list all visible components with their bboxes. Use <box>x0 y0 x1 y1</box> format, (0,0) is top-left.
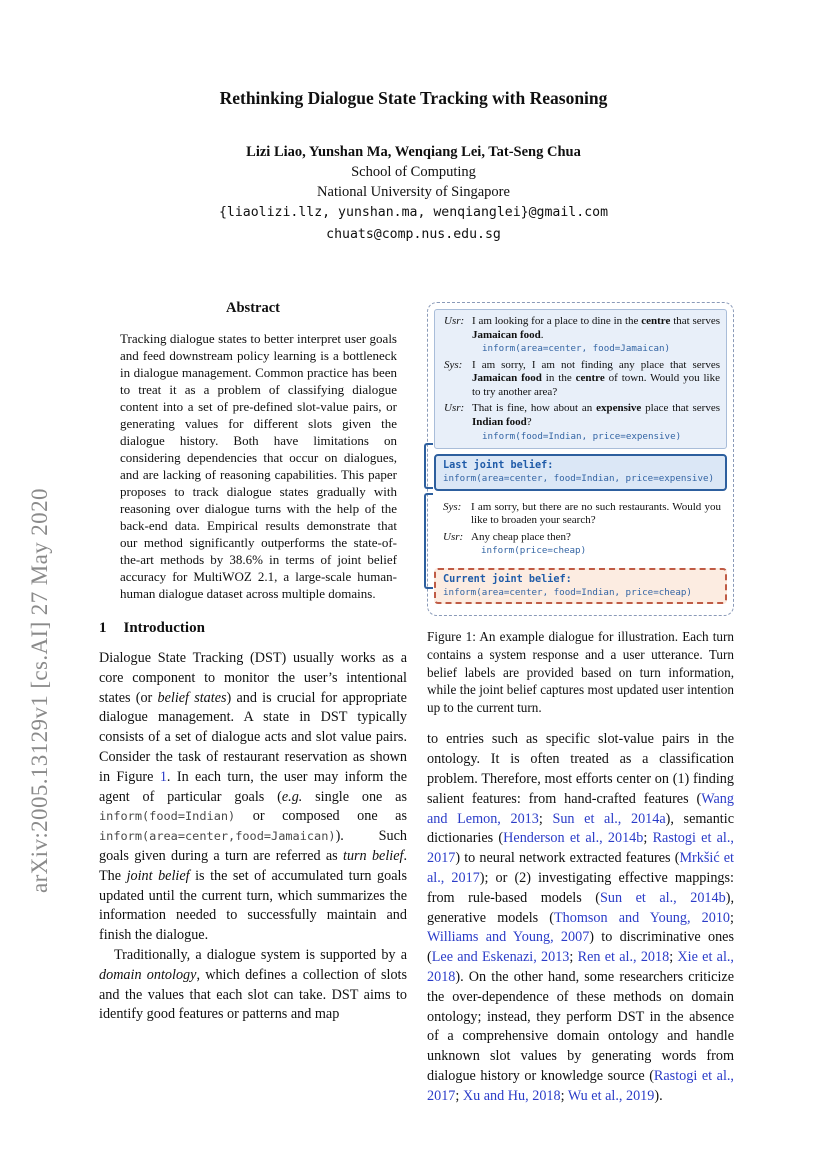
text-segment: ; <box>560 1087 568 1104</box>
citation-link[interactable]: Xie et al., 2018 <box>427 949 734 985</box>
section-title: Introduction <box>123 620 205 636</box>
text-segment: domain ontology <box>99 966 197 983</box>
utterance-text <box>472 359 720 400</box>
email-single: chuats@comp.nus.edu.sg <box>326 227 501 242</box>
text-segment: expensive <box>596 402 642 415</box>
dialogue-turn <box>441 359 720 400</box>
right-column-paragraph <box>427 730 734 1106</box>
left-column <box>99 300 407 1025</box>
figure-1 <box>427 302 734 716</box>
text-segment: Jamaican food <box>472 372 542 385</box>
text-segment: turn belief <box>343 847 404 864</box>
turn-belief-code: inform(price=cheap) <box>481 545 587 557</box>
text-segment: . In each turn, the user may inform the agent of particular goals ( <box>99 768 408 805</box>
citation-link[interactable]: Xu and Hu, 2018 <box>462 1087 561 1104</box>
citation-link[interactable]: Sun et al., 2014b <box>599 889 726 906</box>
text-segment: ; <box>643 830 653 847</box>
utterance-text <box>472 402 720 429</box>
last-joint-belief-box <box>434 454 727 491</box>
text-segment: ). Such goals given during a turn are referred as <box>99 828 407 864</box>
text-segment: ; <box>538 810 553 827</box>
text-segment: Indian food <box>472 416 527 429</box>
text-segment: inform(area=center,food=Jamaican) <box>99 829 336 844</box>
text-segment: ); or (2) investigating effective mappings: from rule-based models ( <box>427 869 734 906</box>
citation-link[interactable]: Sun et al., 2014a <box>552 810 666 827</box>
arxiv-stamp: arXiv:2005.13129v1 [cs.AI] 27 May 2020 <box>27 488 52 893</box>
dialogue-section-2 <box>434 496 727 563</box>
dialogue-section-1 <box>434 309 727 449</box>
email-group: {liaolizi.llz, yunshan.ma, wenqianglei}@gmail.com <box>218 205 609 220</box>
text-segment: Traditionally, a dialogue system is supported by a <box>114 946 407 963</box>
text-segment: centre <box>641 315 671 327</box>
intro-paragraph-2 <box>99 946 407 1025</box>
speaker-label: Sys: <box>443 500 462 513</box>
section-number: 1 <box>99 620 107 636</box>
text-segment: Jamaican food <box>472 328 541 341</box>
text-segment: That is fine, how about an <box>472 402 597 415</box>
text-segment: e.g. <box>281 788 303 805</box>
text-segment: , which defines a collection of slots and the values that each slot can take. DST aims to identify good features or patterns and map <box>99 966 407 1023</box>
belief-connector-line <box>424 493 433 589</box>
belief-connector-line <box>424 443 433 489</box>
paper-title: Rethinking Dialogue State Tracking with Reasoning <box>219 88 608 108</box>
dialogue-turn <box>440 501 721 528</box>
utterance-text <box>471 501 721 528</box>
citation-link[interactable]: Rastogi et al., 2017 <box>427 830 734 867</box>
text-segment: single one as <box>302 788 407 805</box>
text-segment: Dialogue State Tracking (DST) usually works as a core component to monitor the user’s intentional states (or <box>99 650 407 706</box>
text-segment: ; <box>569 949 578 966</box>
current-joint-belief-label: Current joint belief: <box>443 573 572 585</box>
text-segment: ), generative models ( <box>427 889 734 926</box>
citation-link[interactable]: Wu et al., 2019 <box>567 1087 655 1104</box>
last-joint-belief-label: Last joint belief: <box>443 460 554 472</box>
text-segment: in the <box>541 372 576 385</box>
dialogue-box <box>427 302 734 616</box>
text-segment: ) and is crucial for appropriate dialogue management. A state in DST typically consists of a set of dialogue acts and slot value pairs. Consider the task of restaurant reservation as shown in Figure <box>99 689 407 785</box>
dialogue-turn <box>440 531 721 558</box>
text-segment: . The <box>99 847 407 884</box>
utterance-text <box>471 531 721 545</box>
text-segment: ). On the other hand, some researchers criticize the over-dependence of these methods on domain ontology; instead, they perform DST in the absence of a comprehensive domain ontology and handle unknown slot values by generating words from dialogue history or knowledge source ( <box>427 968 734 1084</box>
text-segment: Any cheap place then? <box>471 530 571 543</box>
text-segment: centre <box>575 372 605 385</box>
dialogue-turn <box>441 402 720 443</box>
citation-link[interactable]: Thomson and Young, 2010 <box>554 909 731 926</box>
citation-link[interactable]: Rastogi et al., 2017 <box>427 1067 734 1104</box>
text-segment: belief states <box>157 689 227 706</box>
text-segment: that serves <box>670 315 721 327</box>
turn-belief-code: inform(food=Indian, price=expensive) <box>482 430 682 442</box>
citation-link[interactable]: Wang and Lemon, 2013 <box>427 790 734 827</box>
text-segment: or composed one as <box>235 808 407 825</box>
text-segment: ), semantic dictionaries ( <box>427 810 734 847</box>
citation-link[interactable]: Mrkšić et al., 2017 <box>427 850 734 886</box>
text-segment: ; <box>669 949 678 966</box>
dialogue-turn <box>441 315 720 356</box>
right-column <box>427 302 734 1107</box>
text-segment: place that serves <box>641 402 720 415</box>
turn-belief-code: inform(area=center, food=Jamaican) <box>482 343 671 355</box>
abstract-heading: Abstract <box>226 300 280 316</box>
text-segment: of town. Would you like to try another area? <box>472 372 720 398</box>
citation-link[interactable]: Williams and Young, 2007 <box>427 929 590 946</box>
figure-caption: Figure 1: An example dialogue for illustration. Each turn contains a system response and a user utterance. Turn belief labels are provided based on turn information, while the joint belief captures most updated user intention up to the current turn. <box>427 629 734 715</box>
text-segment: I am sorry, I am not finding any place that serves <box>472 358 720 371</box>
text-segment: ? <box>526 416 532 429</box>
text-segment: is the set of accumulated turn goals updated until the current turn, which summarizes the information needed to successfully maintain and finish the dialogue. <box>99 867 407 944</box>
text-segment: I am sorry, but there are no such restaurants. Would you like to broaden your search? <box>471 500 721 527</box>
text-segment: inform(food=Indian) <box>99 809 236 824</box>
abstract-body: Tracking dialogue states to better interpret user goals and feed downstream policy learning is a bottleneck in dialogue management. Common practice has been to treat it as a problem of classifying dialogue content into a set of pre-defined slot-value pairs, or generating values for different slots given the dialogue history. Both have limitations on considering dependencies that occur on dialogues, and are lacking of reasoning capabilities. This paper proposes to track dialogue states gradually with reasoning over dialogue turns with the help of the back-end data. Empirical results demonstrate that our method significantly outperforms the state-of-the-art methods by 38.6% in terms of joint belief accuracy for MultiWOZ 2.1, a large-scale human-human dialogue dataset across multiple domains. <box>120 331 397 601</box>
current-joint-belief-box <box>434 568 727 605</box>
speaker-label: Usr: <box>444 402 465 415</box>
text-segment: ) to discriminative ones ( <box>427 929 734 966</box>
citation-link[interactable]: Lee and Eskenazi, 2013 <box>431 949 570 966</box>
speaker-label: Sys: <box>444 358 463 371</box>
intro-paragraph-1 <box>99 649 407 946</box>
citation-link[interactable]: Henderson et al., 2014b <box>503 830 644 847</box>
text-segment: ). <box>654 1087 663 1104</box>
author-list: Lizi Liao, Yunshan Ma, Wenqiang Lei, Tat-Seng Chua <box>246 144 581 160</box>
text-segment: I am looking for a place to dine in the <box>472 315 642 327</box>
text-segment: ; <box>730 909 734 926</box>
text-segment: ; <box>455 1087 463 1104</box>
section-heading-introduction <box>99 620 407 637</box>
citation-link[interactable]: 1 <box>159 768 167 785</box>
current-joint-belief-value: inform(area=center, food=Indian, price=cheap) <box>443 586 692 598</box>
text-segment: . <box>540 328 544 341</box>
text-segment: joint belief <box>126 867 190 884</box>
affiliation-school: School of Computing <box>351 164 476 180</box>
paper-header <box>0 88 827 246</box>
speaker-label: Usr: <box>444 315 465 327</box>
text-segment: ) to neural network extracted features ( <box>455 850 680 867</box>
utterance-text <box>472 315 720 342</box>
affiliation-university: National University of Singapore <box>317 184 510 200</box>
last-joint-belief-value: inform(area=center, food=Indian, price=expensive) <box>443 473 715 485</box>
speaker-label: Usr: <box>443 530 464 543</box>
citation-link[interactable]: Ren et al., 2018 <box>577 949 670 966</box>
text-segment: to entries such as specific slot-value pairs in the ontology. It is often treated as a classification problem. Therefore, most efforts center on (1) finding salient features: from hand-crafted features ( <box>427 731 734 807</box>
